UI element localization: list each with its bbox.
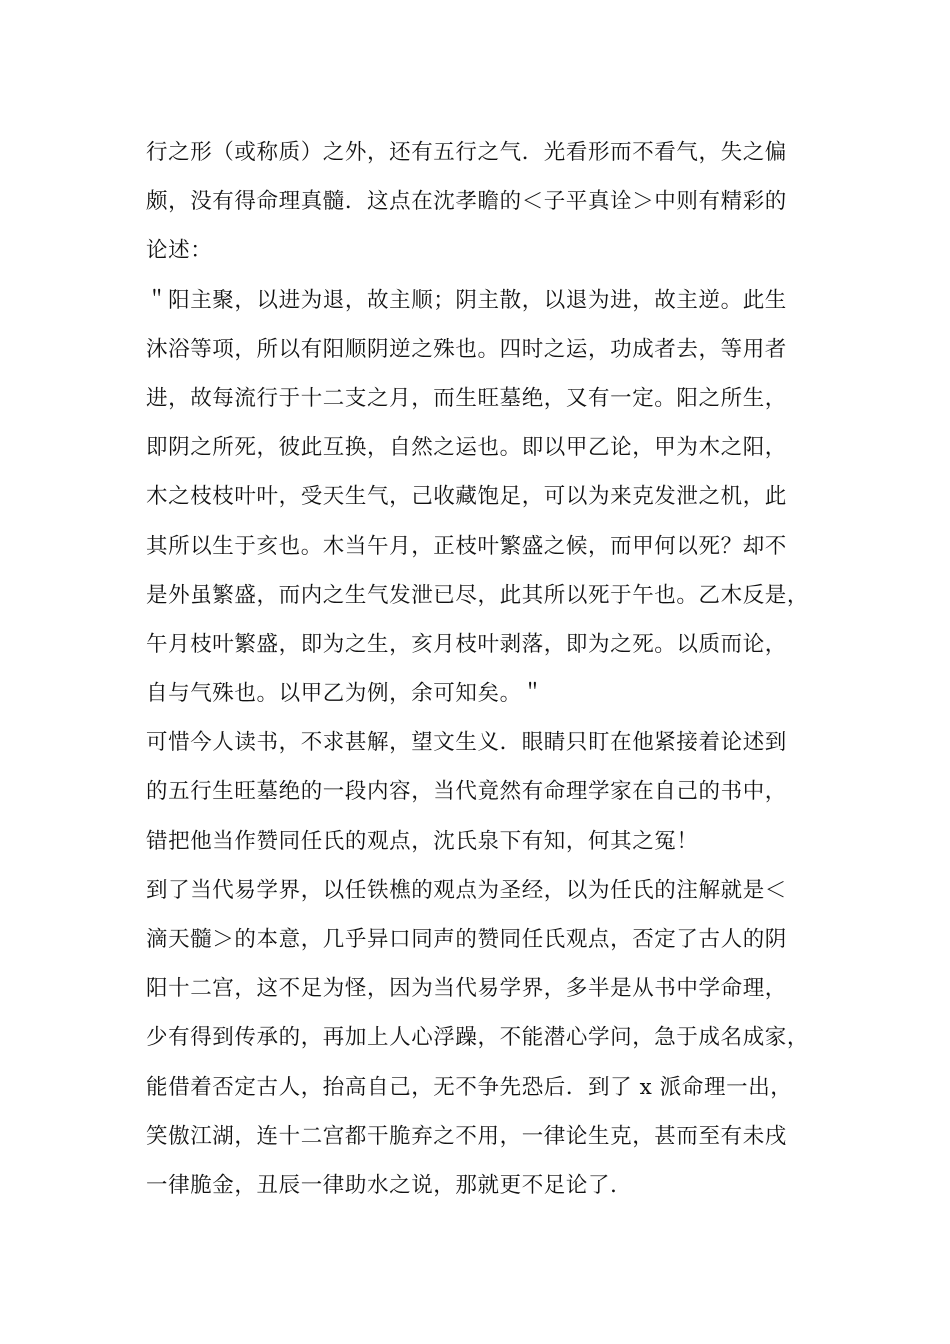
quote-line: 即阴之所死，彼此互换，自然之运也。即以甲乙论，甲为木之阳， [146, 435, 787, 461]
quote-line: 沐浴等项，所以有阳顺阴逆之殊也。四时之运，功成者去，等用者 [146, 336, 787, 362]
text-line: 一律脆金，丑辰一律助水之说，那就更不足论了． [146, 1172, 633, 1198]
body-text [146, 128, 846, 1210]
text-line: 论述： [146, 238, 213, 264]
text-line: 颇，没有得命理真髓．这点在沈孝瞻的＜子平真诠＞中则有精彩的 [146, 189, 787, 215]
quote-line: 进，故每流行于十二支之月，而生旺墓绝，又有一定。阳之所生， [146, 385, 787, 411]
text-line: 行之形（或称质）之外，还有五行之气．光看形而不看气，失之偏 [146, 140, 787, 165]
text-line: 少有得到传承的，再加上人心浮躁，不能潜心学问，急于成名成家， [146, 1025, 810, 1051]
text-line: 的五行生旺墓绝的一段内容，当代竟然有命理学家在自己的书中， [146, 779, 787, 805]
text-line: 能借着否定古人，抬高自己，无不争先恐后．到了 x 派命理一出， [146, 1074, 793, 1100]
text-line: 阳十二宫，这不足为怪，因为当代易学界，多半是从书中学命理， [146, 976, 787, 1002]
quote-line: 木之枝枝叶叶，受天生气，己收藏饱足，可以为来克发泄之机，此 [146, 484, 787, 510]
quote-line: 自与气殊也。以甲乙为例，余可知矣。＂ [146, 681, 544, 707]
text-line: 错把他当作赞同任氏的观点，沈氏泉下有知，何其之冤！ [146, 828, 699, 854]
text-line: 笑傲江湖，连十二宫都干脆弃之不用，一律论生克，甚而至有未戌 [146, 1123, 787, 1149]
text-line: 滴天髓＞的本意，几乎异口同声的赞同任氏观点，否定了古人的阴 [146, 927, 787, 952]
quote-line: 是外虽繁盛，而内之生气发泄已尽，此其所以死于午也。乙木反是， [146, 582, 810, 608]
quote-line: 午月枝叶繁盛，即为之生，亥月枝叶剥落，即为之死。以质而论， [146, 631, 787, 657]
quote-line: ＂阳主聚，以进为退，故主顺；阴主散，以退为进，故主逆。此生 [146, 287, 787, 313]
quote-line: 其所以生于亥也。木当午月，正枝叶繁盛之候，而甲何以死？却不 [146, 533, 787, 559]
text-line: 可惜今人读书，不求甚解，望文生义．眼睛只盯在他紧接着论述到 [146, 730, 787, 756]
text-line: 到了当代易学界，以任铁樵的观点为圣经，以为任氏的注解就是＜ [146, 877, 787, 903]
